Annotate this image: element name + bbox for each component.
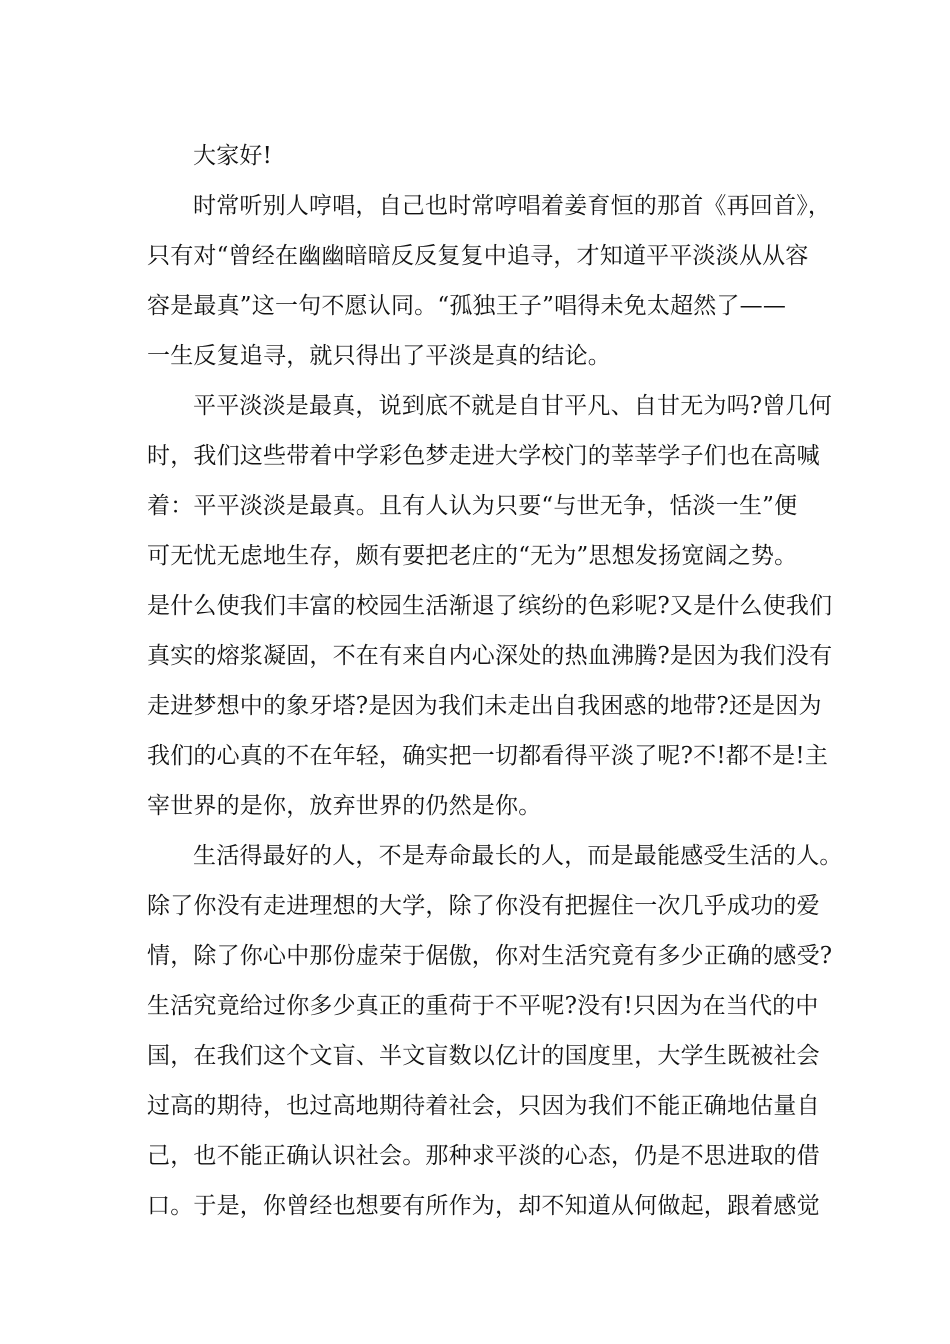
paragraph-3-line-6: 过高的期待，也过高地期待着社会，只因为我们不能正确地估量自 <box>147 1093 820 1119</box>
paragraph-1-line-3: 容是最真”这一句不愿认同。“孤独王子”唱得未免太超然了—— <box>147 293 787 319</box>
paragraph-1-line-4: 一生反复追寻，就只得出了平淡是真的结论。 <box>147 343 611 369</box>
paragraph-3-line-1: 生活得最好的人，不是寿命最长的人，而是最能感受生活的人。 <box>193 843 843 869</box>
paragraph-3-line-5: 国，在我们这个文盲、半文盲数以亿计的国度里，大学生既被社会 <box>147 1043 820 1069</box>
paragraph-2-line-3: 着：平平淡淡是最真。且有人认为只要“与世无争，恬淡一生”便 <box>147 493 798 519</box>
greeting-line: 大家好! <box>193 143 273 169</box>
paragraph-3-line-2: 除了你没有走进理想的大学，除了你没有把握住一次几乎成功的爱 <box>147 893 820 919</box>
paragraph-3-line-7: 己，也不能正确认识社会。那种求平淡的心态，仍是不思进取的借 <box>147 1143 820 1169</box>
paragraph-2-line-2: 时，我们这些带着中学彩色梦走进大学校门的莘莘学子们也在高喊 <box>147 443 820 469</box>
paragraph-2-line-7: 走进梦想中的象牙塔?是因为我们未走出自我困惑的地带?还是因为 <box>147 693 822 719</box>
paragraph-2-line-9: 宰世界的是你，放弃世界的仍然是你。 <box>147 793 542 819</box>
paragraph-2-line-8: 我们的心真的不在年轻，确实把一切都看得平淡了呢?不!都不是!主 <box>147 743 829 769</box>
paragraph-2-line-6: 真实的熔浆凝固，不在有来自内心深处的热血沸腾?是因为我们没有 <box>147 643 833 669</box>
paragraph-1-line-1: 时常听别人哼唱，自己也时常哼唱着姜育恒的那首《再回首》， <box>193 193 832 219</box>
paragraph-2-line-1: 平平淡淡是最真，说到底不就是自甘平凡、自甘无为吗?曾几何 <box>193 393 832 419</box>
paragraph-3-line-4: 生活究竟给过你多少真正的重荷于不平呢?没有!只因为在当代的中 <box>147 993 819 1019</box>
paragraph-3-line-3: 情，除了你心中那份虚荣于倨傲，你对生活究竟有多少正确的感受? <box>147 943 833 969</box>
paragraph-1-line-2: 只有对“曾经在幽幽暗暗反反复复中追寻，才知道平平淡淡从从容 <box>147 243 809 269</box>
paragraph-2-line-4: 可无忧无虑地生存，颇有要把老庄的“无为”思想发扬宽阔之势。 <box>147 543 798 569</box>
paragraph-2-line-5: 是什么使我们丰富的校园生活渐退了缤纷的色彩呢?又是什么使我们 <box>147 593 833 619</box>
document-body <box>147 131 847 1231</box>
paragraph-3-line-8: 口。于是，你曾经也想要有所作为，却不知道从何做起，跟着感觉 <box>147 1193 820 1219</box>
